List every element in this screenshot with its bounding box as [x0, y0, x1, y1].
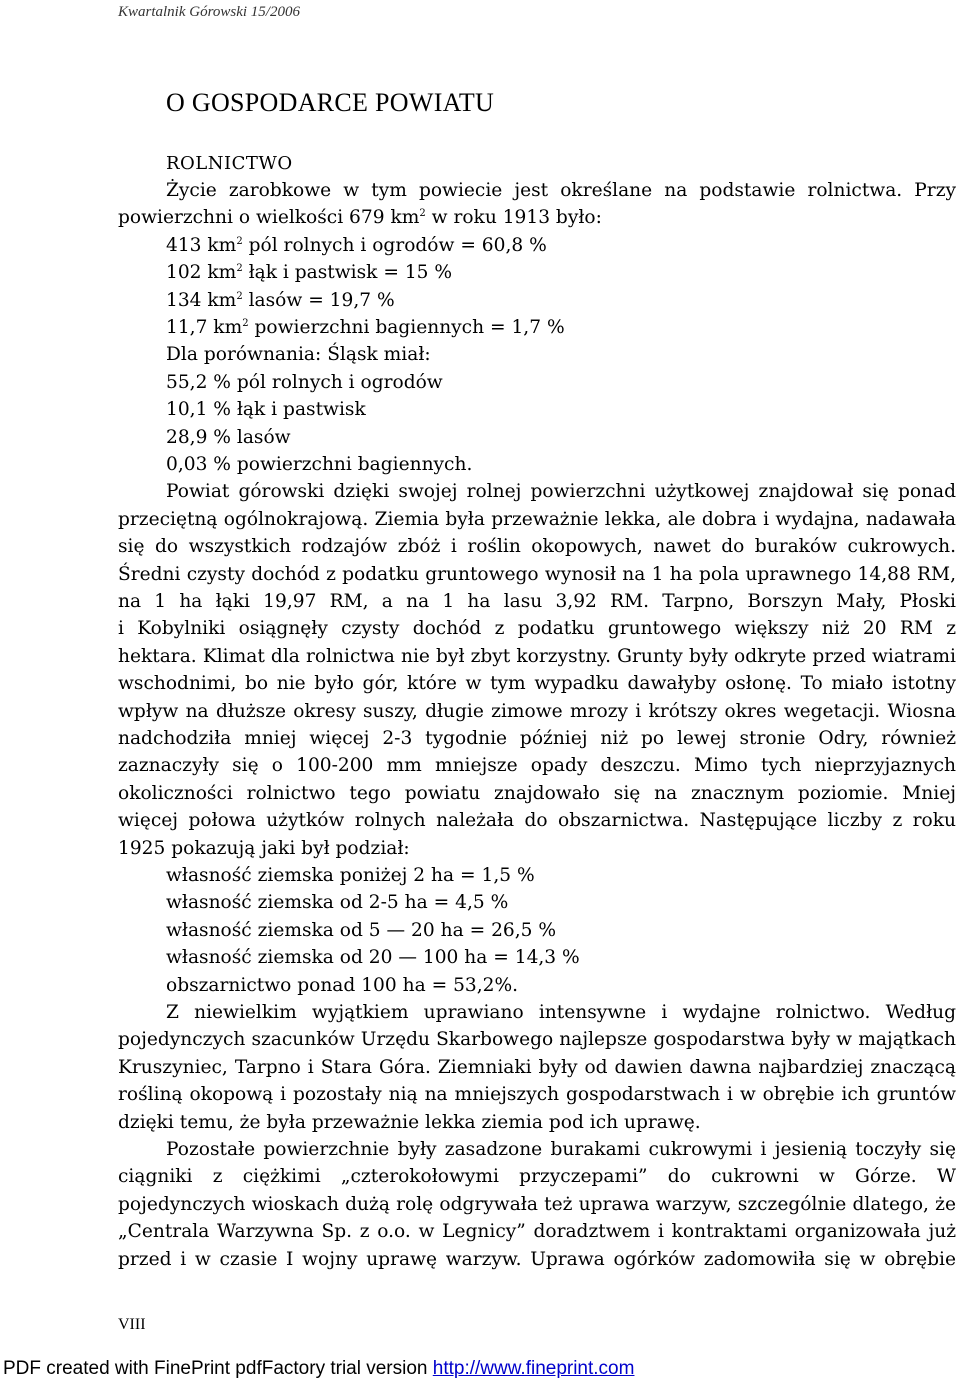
text-line-content: Dla porównania: Śląsk miał: [166, 344, 431, 366]
text-line-tail: pól rolnych i ogrodów = 60,8 % [242, 234, 547, 256]
text-line [118, 424, 956, 451]
text-line-content: pojedynczych wioskach dużą rolę odgrywała też uprawa warzyw, szczególnie dlatego, że [118, 1193, 956, 1215]
text-line [118, 177, 956, 204]
text-line-content: 28,9 % lasów [166, 426, 291, 448]
text-line [118, 232, 956, 259]
text-line [118, 588, 956, 615]
superscript: 2 [236, 263, 243, 275]
text-line [118, 478, 956, 505]
text-line [118, 615, 956, 642]
text-line-content: zaznaczyły się o 100-200 mm mniejsze opady deszczu. Mimo tych nieprzyjaznych [118, 755, 956, 777]
text-line-content: własność ziemska od 5 — 20 ha = 26,5 % [166, 919, 557, 941]
text-line-content: okoliczności rolnictwo tego powiatu znajdowało się na znacznym poziomie. Mniej [118, 782, 956, 804]
text-line-content: „Centrala Warzywna Sp. z o.o. w Legnicy” doradztwem i kontraktami organizowała już [118, 1221, 956, 1243]
text-line-content: dzięki temu, że była przeważnie lekka ziemia pod ich uprawę. [118, 1111, 701, 1133]
text-line [118, 643, 956, 670]
text-line-content: 134 km [166, 289, 237, 311]
text-line [118, 835, 956, 862]
superscript: 2 [419, 208, 426, 220]
page-number: VIII [118, 1316, 146, 1333]
text-line [118, 204, 956, 231]
text-line-content: się do wszystkich rodzajów zbóż i roślin okopowych, nawet do buraków cukrowych. [118, 536, 956, 558]
text-line-content: przed i w czasie I wojny uprawę warzyw. Uprawa ogórków zadomowiła się w obrębie [118, 1248, 956, 1270]
text-line [118, 1218, 956, 1245]
text-line-content: więcej połowa użytków rolnych należała do obszarnictwa. Następujące liczby z roku [118, 810, 956, 832]
text-line-content: ciągniki z ciężkimi „czterokołowymi przyczepami” do cukrowni w Górze. W [118, 1166, 956, 1188]
text-line [118, 944, 956, 971]
text-line-content: 102 km [166, 262, 237, 284]
text-line-content: Powiat górowski dzięki swojej rolnej powierzchni użytkowej znajdował się ponad [166, 481, 956, 503]
text-line [118, 369, 956, 396]
section-heading: ROLNICTWO [166, 153, 293, 174]
text-line-content: 1925 pokazują jaki był podział: [118, 837, 410, 859]
superscript: 2 [242, 318, 249, 330]
text-line [118, 698, 956, 725]
text-line [118, 999, 956, 1026]
text-line [118, 780, 956, 807]
page-title: O GOSPODARCE POWIATU [166, 88, 495, 117]
text-line-content: rośliną okopową i pozostały nią na mniejszych gospodarstwach i w obrębie ich gruntów [118, 1084, 956, 1106]
text-line [118, 259, 956, 286]
footer-text: PDF created with FinePrint pdfFactory trial version [3, 1358, 433, 1379]
text-line-content: powierzchni o wielkości 679 km [118, 207, 420, 229]
text-line [118, 561, 956, 588]
text-line-content: hektara. Klimat dla rolnictwa nie był zbyt korzystny. Grunty były odkryte przed wiatrami [118, 645, 956, 667]
text-line [118, 1191, 956, 1218]
pdf-footer [3, 1358, 634, 1380]
text-line-content: Średni czysty dochód z podatku gruntowego wynosił na 1 ha pola uprawnego 14,88 RM, [118, 563, 956, 585]
text-line [118, 396, 956, 423]
text-line-content: własność ziemska od 20 — 100 ha = 14,3 % [166, 947, 580, 969]
text-line [118, 972, 956, 999]
text-line-content: wpływ na dłuższe okresy suszy, długie zimowe mrozy i krótszy okres wegetacji. Wiosna [118, 700, 956, 722]
text-line [118, 917, 956, 944]
text-line-tail: łąk i pastwisk = 15 % [242, 262, 453, 284]
text-line [118, 752, 956, 779]
text-line-content: Życie zarobkowe w tym powiecie jest określane na podstawie rolnictwa. Przy [166, 180, 956, 201]
text-line-content: własność ziemska od 2-5 ha = 4,5 % [166, 892, 509, 914]
text-line [118, 451, 956, 478]
text-line-tail: lasów = 19,7 % [242, 289, 395, 311]
text-line-content: 55,2 % pól rolnych i ogrodów [166, 371, 443, 393]
text-line [118, 314, 956, 341]
text-line [118, 1163, 956, 1190]
superscript: 2 [236, 290, 243, 302]
text-line-content: Pozostałe powierzchnie były zasadzone burakami cukrowymi i jesienią toczyły się [166, 1138, 956, 1160]
text-line-content: własność ziemska poniżej 2 ha = 1,5 % [166, 864, 535, 886]
text-line-content: 10,1 % łąk i pastwisk [166, 399, 366, 421]
text-line [118, 725, 956, 752]
text-line [118, 1081, 956, 1108]
text-line [118, 807, 956, 834]
text-line-content: pojedynczych szacunków Urzędu Skarbowego najlepsze gospodarstwa były w majątkach [118, 1029, 956, 1051]
text-line-content: 0,03 % powierzchni bagiennych. [166, 454, 473, 476]
text-line-content: 413 km [166, 234, 237, 256]
footer-link[interactable]: http://www.fineprint.com [432, 1358, 635, 1379]
text-line [118, 1109, 956, 1136]
text-line [118, 1136, 956, 1163]
text-line [118, 533, 956, 560]
text-line [118, 341, 956, 368]
text-line-content: Kruszyniec, Tarpno i Stara Góra. Ziemniaki były od dawien dawna najbardziej znaczącą [118, 1056, 956, 1078]
text-line-content: 11,7 km [166, 317, 243, 339]
text-line-content: wschodnimi, bo nie było gór, które w tym wypadku dawałyby osłonę. To miało istotny [118, 673, 956, 695]
text-line-tail: powierzchni bagiennych = 1,7 % [248, 317, 565, 339]
text-line [118, 889, 956, 916]
text-line-content: przeciętną ogólnokrajową. Ziemia była przeważnie lekka, ale dobra i wydajna, nadawała [118, 508, 956, 530]
text-line-content: na 1 ha łąki 19,97 RM, a na 1 ha lasu 3,92 RM. Tarpno, Borszyn Mały, Płoski [118, 591, 956, 613]
text-line-content: Z niewielkim wyjątkiem uprawiano intensywne i wydajne rolnictwo. Według [166, 1001, 956, 1023]
superscript: 2 [236, 235, 243, 247]
text-line [118, 506, 956, 533]
text-line [118, 1054, 956, 1081]
article-body [118, 177, 956, 1273]
text-line-content: i Kobylniki osiągnęły czysty dochód z podatku gruntowego większy niż 20 RM z [118, 618, 956, 640]
text-line-tail: w roku 1913 było: [425, 207, 602, 229]
text-line [118, 1246, 956, 1273]
text-line [118, 670, 956, 697]
running-header: Kwartalnik Górowski 15/2006 [118, 4, 300, 20]
text-line [118, 1026, 956, 1053]
text-line [118, 862, 956, 889]
text-line [118, 287, 956, 314]
text-line-content: obszarnictwo ponad 100 ha = 53,2%. [166, 974, 519, 996]
text-line-content: nadchodziła mniej więcej 2-3 tygodnie później niż po lewej stronie Odry, również [118, 727, 956, 749]
